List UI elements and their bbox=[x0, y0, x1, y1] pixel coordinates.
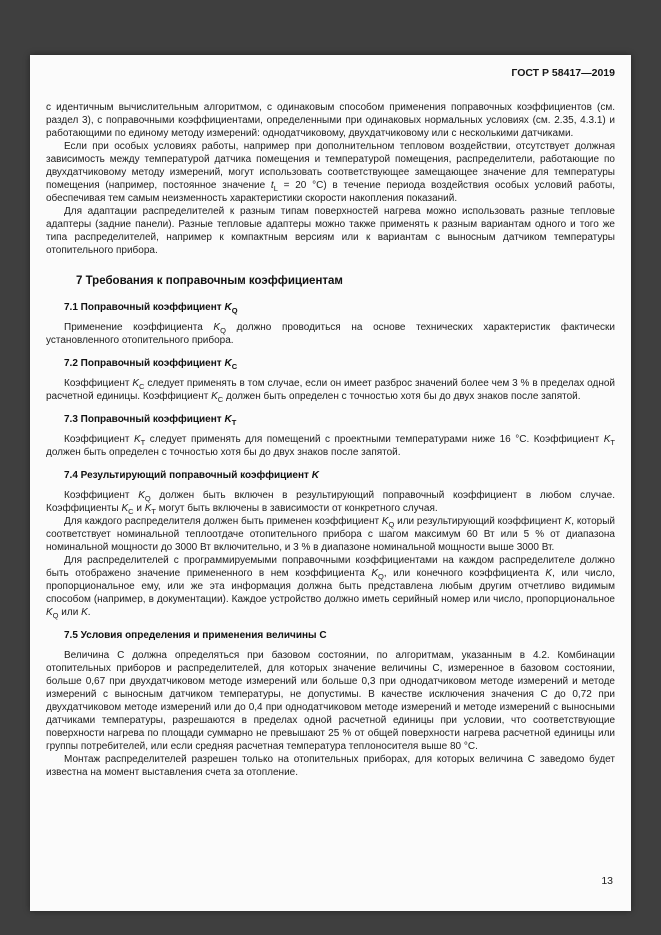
paragraph: Если при особых условиях работы, например при дополнительном тепловом воздействии, отсутствует должная зависимость между температурой датчика помещения и температурой помещения, распределители, работающие по двухдатчиковому методу измерений, могут использовать соответствующее замещающее значение для температуры помещения (например, постоянное значение $t_L = 20$ °С) в течение периода воздействия особых условий работы, обеспечивая тем самым неизменность характеристики скорости накопления показаний. bbox=[46, 141, 615, 204]
document-body bbox=[46, 101, 615, 779]
paragraph: Коэффициент $K_Q$ должен быть включен в результирующий поправочный коэффициент в любом случае. Коэффициенты $K_C$ и $K_T$ могут быть включены в зависимости от конкретного случая. bbox=[46, 490, 615, 516]
paragraph: Коэффициент $K_T$ следует применять для помещений с проектными температурами ниже 16 °С. Коэффициент $K_T$ должен быть определен с точностью хотя бы до двух знаков после запятой. bbox=[46, 434, 615, 458]
paragraph: Применение коэффициента $K_Q$ должно проводиться на основе технических характеристик фактически установленного отопительного прибора. bbox=[46, 322, 615, 346]
paragraph: с идентичным вычислительным алгоритмом, с одинаковым способом применения поправочных коэффициентов (см. раздел 3), с поправочными коэффициентами, определенными при одинаковых нормальных условиях (см. 2.35, 4.3.1) и работающими по единому методу измерений: однодатчиковому, двухдатчиковому или с несколькими датчиками. bbox=[46, 102, 615, 139]
subsection-heading: 7.5 Условия определения и применения величины С bbox=[64, 630, 327, 641]
document-page bbox=[30, 55, 631, 911]
paragraph: Коэффициент $K_C$ следует применять в том случае, если он имеет разброс значений более чем 3 % в пределах одной расчетной единицы. Коэффициент $K_C$ должен быть определен с точностью хотя бы до двух знаков после запятой. bbox=[46, 378, 615, 404]
page-number: 13 bbox=[601, 875, 613, 887]
paragraph: Для распределителей с программируемыми поправочными коэффициентами на каждом распределителе должно быть отображено значение примененного в нем коэффициента $K_Q$, или конечного коэффициента K, или число, пропорциональное ему, или же эта информация должна быть представлена любым другим отчетливо видимым способом (например, в документации). Каждое устройство должно иметь серийный номер или число, пропорциональное $K_Q$ или K. bbox=[46, 555, 615, 620]
subsection-heading: 7.3 Поправочный коэффициент $K_T$ bbox=[64, 414, 237, 427]
subsection-heading: 7.2 Поправочный коэффициент $K_C$ bbox=[64, 358, 238, 371]
subsection-heading: 7.4 Результирующий поправочный коэффициент K bbox=[64, 470, 319, 481]
subsection-heading: 7.1 Поправочный коэффициент $K_Q$ bbox=[64, 302, 238, 315]
doc-header-standard-number: ГОСТ Р 58417—2019 bbox=[511, 67, 615, 79]
paragraph: Величина С должна определяться при базовом состоянии, по алгоритмам, указанным в 4.2. Комбинации отопительных приборов и распределителей, для которых значение величины С, измеренное в базовом состоянии, больше 0,67 при двухдатчиковом методе измерений или больше 0,3 при однодатчиковом методе измерений и методе измерений с выносным датчиком температуры, не допустимы. В качестве исключения значения С до 0,72 при двухдатчиковом методе измерений или до 0,4 при однодатчиковом методе измерений и методе измерений с выносными датчиками температуры, разрешаются в пределах одной расчетной единицы при условии, что соответствующие поверхности нагрева по площади суммарно не превышают 25 % от общей поверхности нагрева расчетной единицы или группы потребителей, или если средняя расчетная температура теплоносителя выше 80 °С. bbox=[46, 650, 615, 752]
paragraph: Монтаж распределителей разрешен только на отопительных приборах, для которых величина С заведомо будет известна на момент выставления счета за отопление. bbox=[46, 754, 615, 778]
paragraph: Для адаптации распределителей к разным типам поверхностей нагрева можно использовать разные тепловые адаптеры (задние панели). Разные тепловые адаптеры можно также применять к разным вариантам одного и того же типа распределителей, например к компактным версиям или к вариантам с выносным датчиком температуры отопительного прибора. bbox=[46, 206, 615, 256]
section-heading: 7 Требования к поправочным коэффициентам bbox=[76, 275, 343, 287]
paragraph: Для каждого распределителя должен быть применен коэффициент $K_Q$ или результирующий коэффициент K, который соответствует номинальной теплоотдаче отопительного прибора с шагом максимум 60 Вт или 5 % от диапазона номинальной мощности до 3000 Вт включительно, и 3 % в диапазоне номинальной мощности выше 3000 Вт. bbox=[46, 516, 616, 553]
